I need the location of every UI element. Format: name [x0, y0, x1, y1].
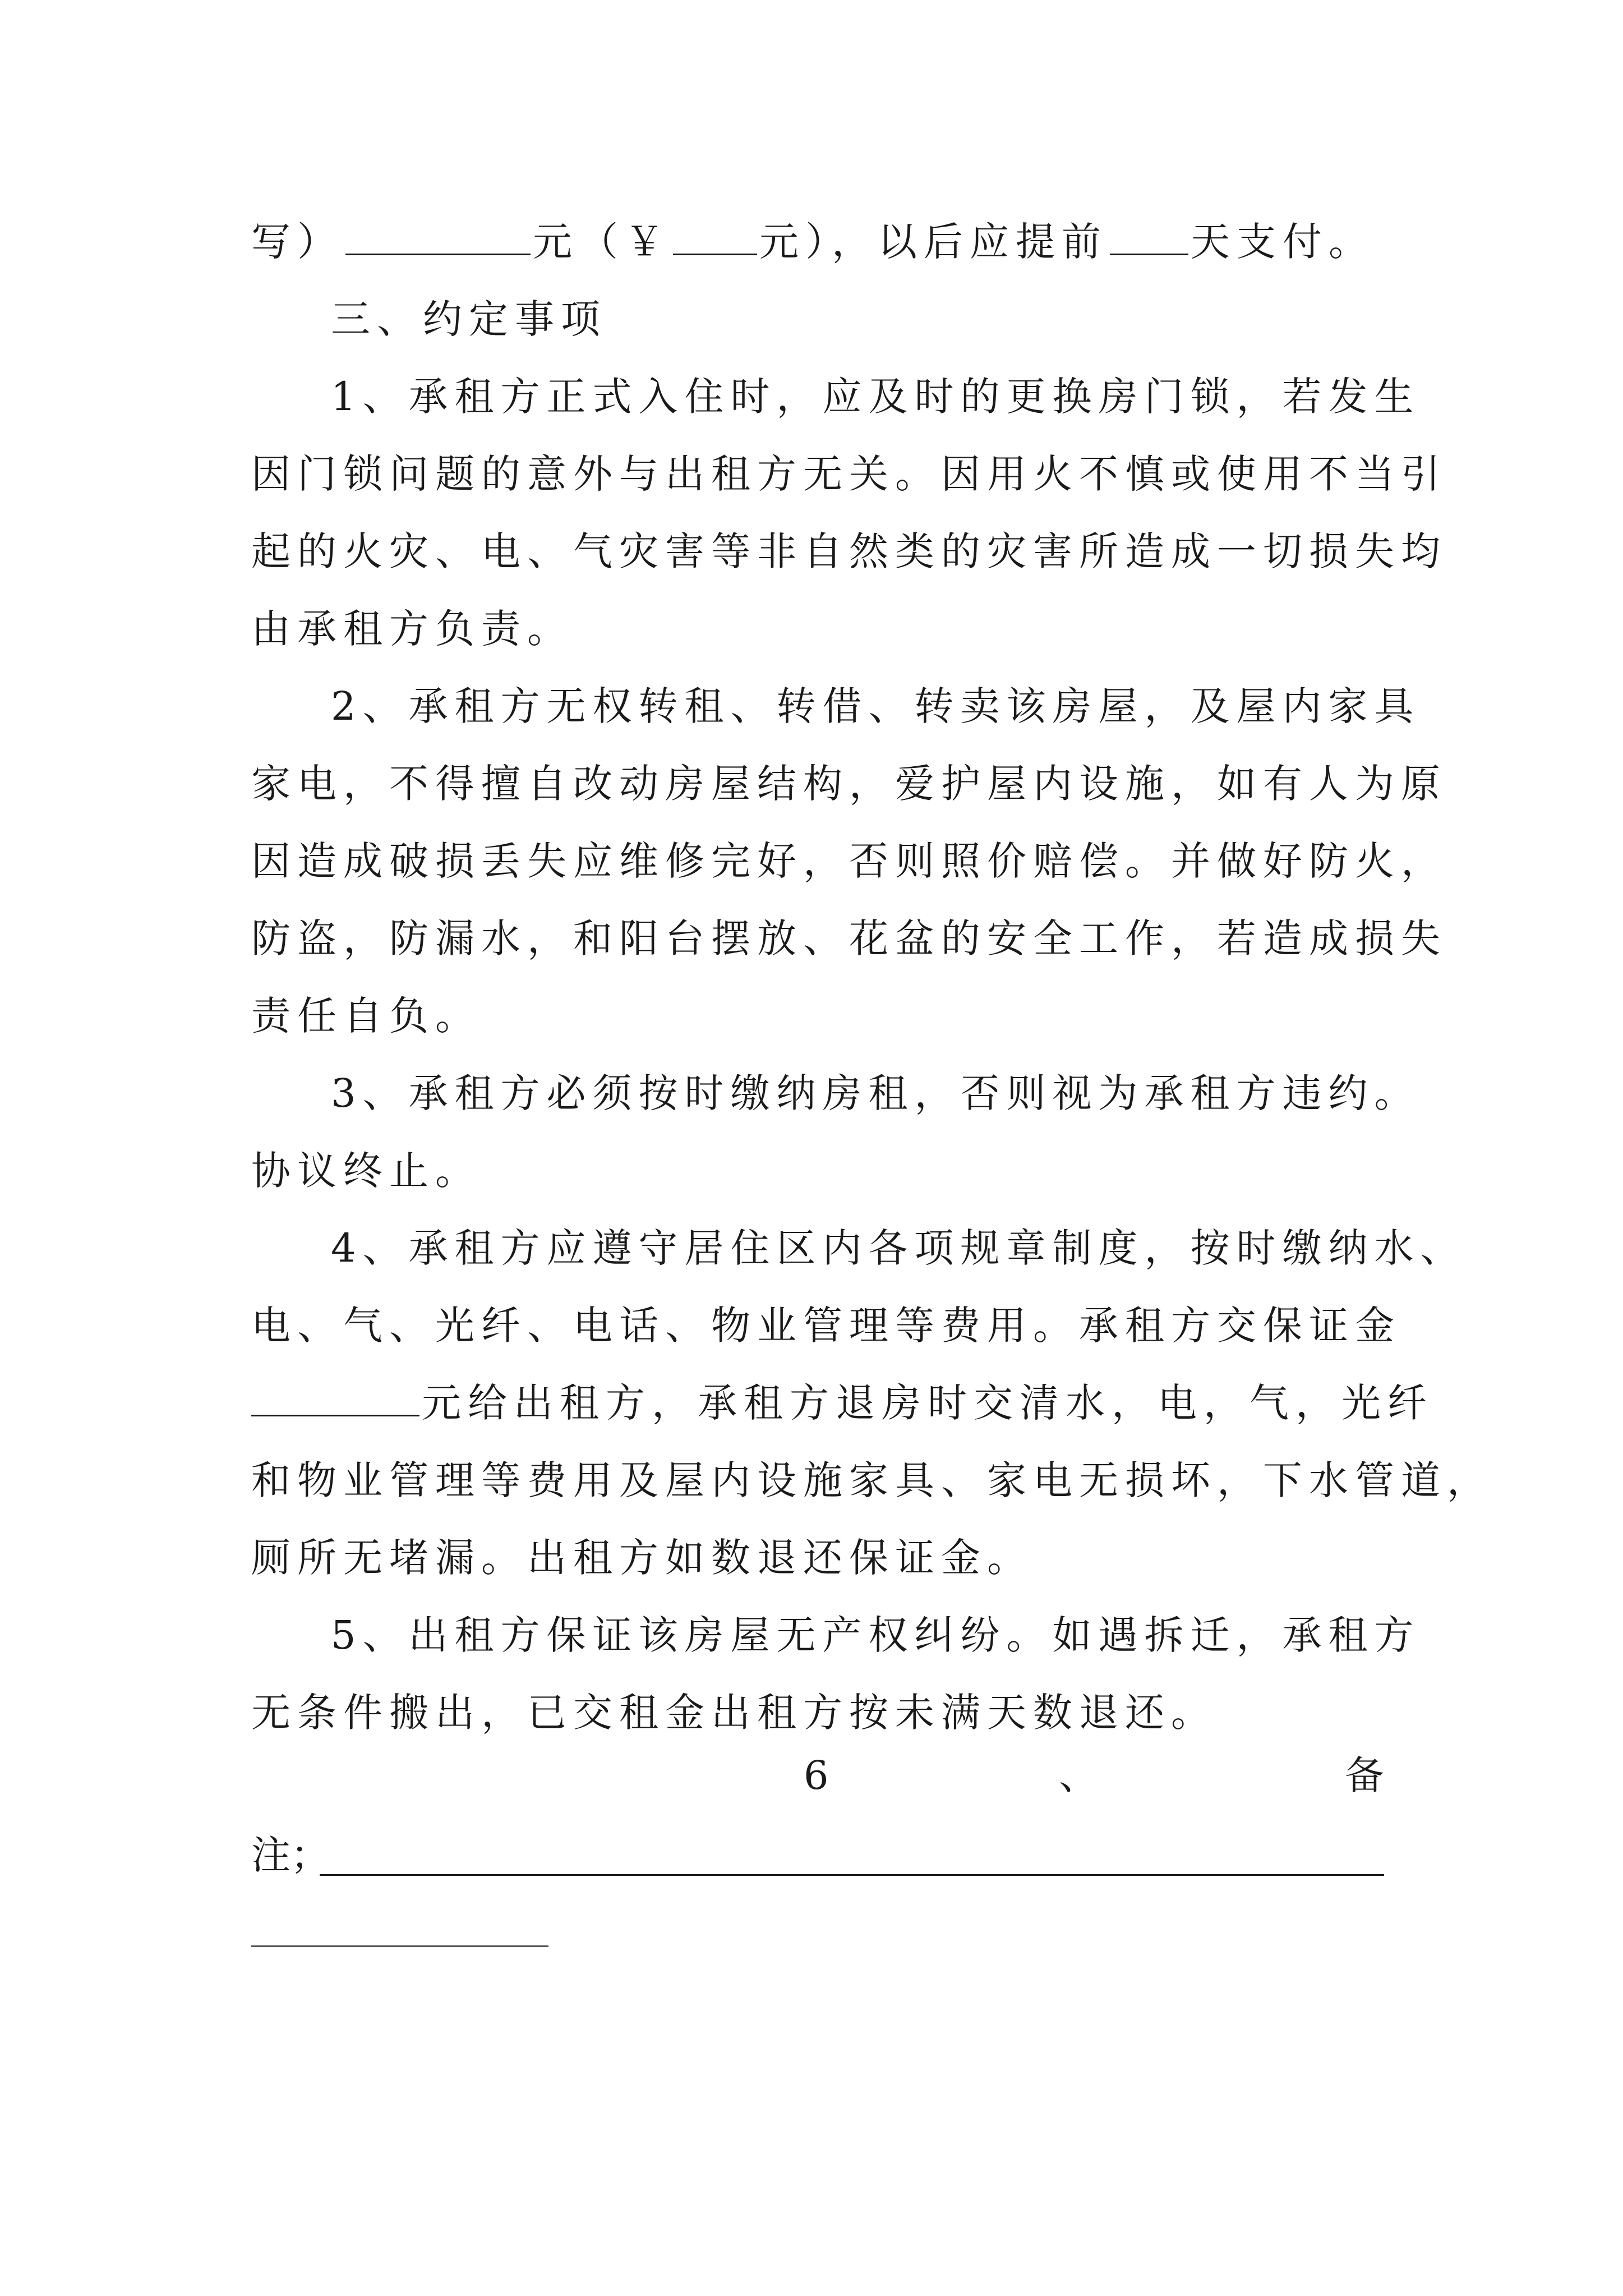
paragraph-line: 2、承租方无权转租、转借、转卖该房屋，及屋内家具: [331, 683, 1421, 729]
item-separator: 、: [1059, 1752, 1098, 1798]
remarks-heading-row: [251, 1752, 1384, 1801]
amount-words-blank: [345, 250, 531, 255]
paragraph-line: 责任自负。: [251, 993, 481, 1039]
paragraph-line: 家电，不得擅自改动房屋结构，爱护屋内设施，如有人为原: [251, 761, 1447, 807]
paragraph-line: 和物业管理等费用及屋内设施家具、家电无损坏，下水管道，: [251, 1457, 1493, 1503]
text-segment: 元给出租方，承租方退房时交清水，电，气，光纤: [422, 1380, 1433, 1426]
text-segment: 元），以后应提前: [759, 219, 1108, 265]
text-segment: 元（￥: [533, 219, 671, 265]
deposit-line: [251, 1380, 1433, 1426]
payment-line: [251, 219, 1384, 265]
deposit-amount-blank: [251, 1411, 419, 1416]
paragraph-line: 电、气、光纤、电话、物业管理等费用。承租方交保证金: [251, 1303, 1401, 1349]
text-segment: 写）: [251, 219, 343, 265]
paragraph-line: 协议终止。: [251, 1148, 481, 1194]
amount-figure-blank: [673, 250, 757, 255]
remarks-line: [251, 1832, 1384, 1880]
paragraph-line: 起的火灾、电、气灾害等非自然类的灾害所造成一切损失均: [251, 528, 1447, 574]
paragraph-line: 防盗，防漏水，和阳台摆放、花盆的安全工作，若造成损失: [251, 915, 1447, 961]
paragraph-line: 因造成破损丢失应维修完好，否则照价赔偿。并做好防火，: [251, 838, 1447, 884]
days-blank: [1110, 250, 1188, 255]
paragraph-line: 因门锁问题的意外与出租方无关。因用火不慎或使用不当引: [251, 451, 1447, 497]
section-heading: 三、约定事项: [331, 296, 607, 342]
paragraph-line: 4、承租方应遵守居住区内各项规章制度，按时缴纳水、: [331, 1225, 1467, 1271]
item-word: 备: [1345, 1752, 1384, 1798]
paragraph-line: 由承租方负责。: [251, 606, 573, 652]
paragraph-line: 5、出租方保证该房屋无产权纠纷。如遇拆迁，承租方: [331, 1612, 1421, 1658]
remarks-blank: [320, 1874, 1384, 1876]
item-number: 6: [804, 1752, 829, 1798]
paragraph-line: 无条件搬出，已交租金出租方按未满天数退还。: [251, 1690, 1217, 1736]
remarks-label: 注；: [251, 1832, 330, 1878]
remarks-blank-continued: [251, 1945, 548, 1947]
paragraph-line: 1、承租方正式入住时，应及时的更换房门锁，若发生: [331, 374, 1421, 420]
text-segment: 天支付。: [1191, 219, 1375, 265]
paragraph-line: 厕所无堵漏。出租方如数退还保证金。: [251, 1535, 1033, 1581]
paragraph-line: 3、承租方必须按时缴纳房租，否则视为承租方违约。: [331, 1070, 1421, 1116]
